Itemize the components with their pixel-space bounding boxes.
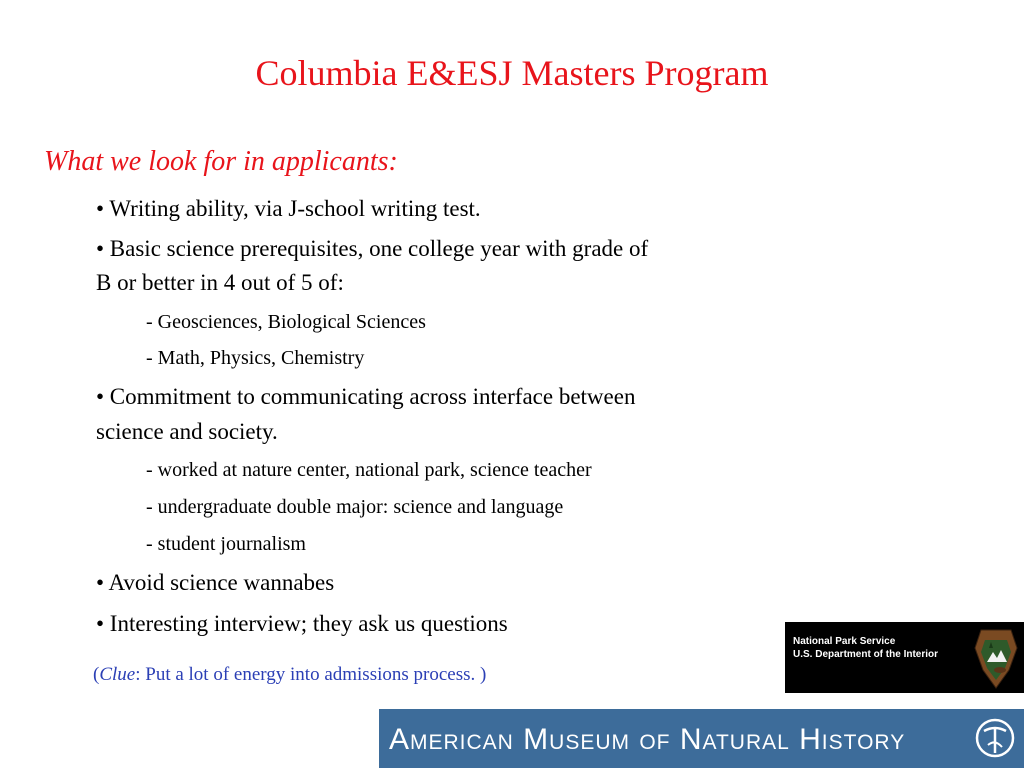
- sub-bullet-double-major: - undergraduate double major: science and language: [146, 496, 564, 518]
- clue-note: [93, 664, 486, 686]
- slide-title: Columbia E&ESJ Masters Program: [255, 53, 769, 93]
- bullet-commitment-line2: science and society.: [96, 419, 278, 444]
- nps-name: National Park Service: [793, 636, 896, 647]
- amnh-logo-banner: [379, 709, 1024, 768]
- bullet-science-prereq-line1: • Basic science prerequisites, one college year with grade of: [96, 236, 649, 261]
- nps-department: U.S. Department of the Interior: [793, 649, 939, 660]
- nps-logo-banner: [785, 622, 1024, 693]
- clue-label: Clue: [99, 664, 136, 685]
- clue-text: : Put a lot of energy into admissions process. ): [135, 664, 487, 685]
- sub-bullet-journalism: - student journalism: [146, 533, 306, 555]
- sub-bullet-nature-center: - worked at nature center, national park, science teacher: [146, 459, 592, 481]
- amnh-name: American Museum of Natural History: [389, 723, 906, 756]
- bullet-avoid-wannabes: • Avoid science wannabes: [96, 570, 335, 595]
- nps-arrowhead-icon: [973, 626, 1019, 690]
- sub-bullet-math-physics: - Math, Physics, Chemistry: [146, 347, 365, 369]
- bullet-writing: • Writing ability, via J-school writing test.: [96, 196, 481, 221]
- section-heading: What we look for in applicants:: [44, 146, 398, 177]
- amnh-emblem-icon: [974, 717, 1016, 759]
- bullet-science-prereq-line2: B or better in 4 out of 5 of:: [96, 270, 344, 295]
- bullet-commitment-line1: • Commitment to communicating across interface between: [96, 384, 636, 409]
- bullet-interview: • Interesting interview; they ask us questions: [96, 611, 508, 636]
- sub-bullet-geosciences: - Geosciences, Biological Sciences: [146, 311, 426, 333]
- clue-open-paren: (: [93, 664, 100, 685]
